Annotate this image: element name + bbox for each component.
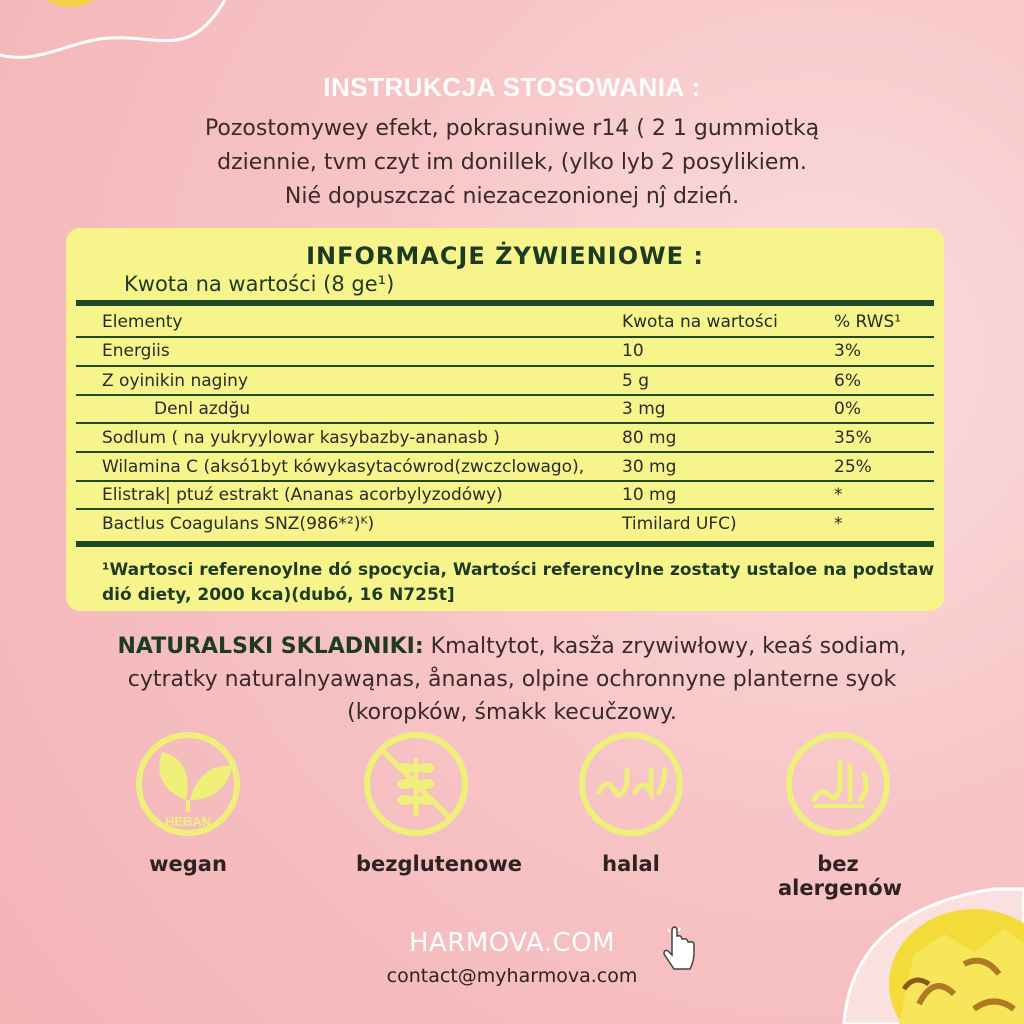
- ingredients-line: [0, 630, 1024, 663]
- row-amount: 5 g: [622, 371, 650, 391]
- header-elements: Elementy: [102, 312, 183, 332]
- vegan-badge: [128, 730, 248, 876]
- row-amount: 10 mg: [622, 485, 677, 505]
- table-row-rule: [76, 508, 934, 510]
- nutrition-subtitle: Kwota na wartości (8 ge¹): [124, 272, 395, 296]
- table-bottom-rule: [76, 541, 934, 547]
- row-name: Energiis: [102, 341, 170, 361]
- instructions-text: [0, 112, 1024, 214]
- halal-icon: [577, 730, 685, 838]
- nutrition-title: INFORMACJE ŻYWIENIOWE :: [306, 242, 704, 270]
- row-rws: 25%: [834, 457, 872, 477]
- row-name: Denl azdğu: [154, 399, 251, 419]
- table-row-rule: [76, 480, 934, 482]
- nutrition-panel: [66, 228, 944, 611]
- row-amount: 10: [622, 341, 644, 361]
- website-link[interactable]: HARMOVA.COM: [408, 928, 616, 958]
- row-rws: 35%: [834, 428, 872, 448]
- gluten-free-badge: [356, 730, 522, 876]
- table-top-rule: [76, 300, 934, 306]
- row-rws: 3%: [834, 341, 861, 361]
- badge-label: wegan: [149, 852, 227, 876]
- table-row-rule: [76, 451, 934, 453]
- top-corner-decoration: [0, 0, 240, 70]
- badge-label: halal: [602, 852, 660, 876]
- contact-email[interactable]: contact@myharmova.com: [386, 965, 638, 987]
- row-amount: 30 mg: [622, 457, 677, 477]
- footnote-line: ¹Wartosci referenoylne dó spocycia, Wartości referencylne zostaty ustaloe na podstaw: [102, 560, 935, 580]
- ingredients-text: Kmaltytot, kasža zrywiwłowy, keaś sodiam,: [430, 634, 907, 659]
- row-name: Z oyinikin naginy: [102, 371, 249, 391]
- header-amount: Kwota na wartości: [622, 312, 778, 332]
- ingredients-label: NATURALSKI SKLADNIKI:: [117, 634, 424, 659]
- badge-label: bez alergenów: [778, 852, 903, 900]
- table-row-rule: [76, 394, 934, 396]
- vegan-icon-text: HEBAN: [164, 814, 212, 829]
- instructions-line: Pozostomywey efekt, pokrasuniwe r14 ( 2 1 gummiotką: [204, 116, 820, 141]
- ingredients-line: (koropków, śmakk kecučzowy.: [347, 700, 677, 725]
- row-name: Bactlus Coagulans SNZ(986*²)ᴷ): [102, 514, 375, 534]
- allergen-free-badge: [778, 730, 903, 900]
- instructions-line: dziennie, tvm czyt im donillek, (ylko lyb 2 posylikiem.: [217, 150, 807, 175]
- row-rws: 0%: [834, 399, 861, 419]
- table-row: [66, 514, 944, 542]
- row-name: Wilamina C (aksó1byt kówykasytacówrod(zwczclowago),: [102, 457, 585, 477]
- badge-label: bezglutenowe: [356, 852, 522, 876]
- table-row-rule: [76, 422, 934, 424]
- footnote-line: dió diety, 2000 kca)(dubó, 16 N725t]: [102, 585, 455, 605]
- row-name: Sodlum ( na yukryylowar kasybazby-ananasb ): [102, 428, 500, 448]
- row-rws: 6%: [834, 371, 861, 391]
- table-header-rule: [76, 336, 934, 338]
- allergen-free-icon: [784, 730, 892, 838]
- leaf-icon: [134, 730, 242, 838]
- instructions-title: INSTRUKCJA STOSOWANIA :: [323, 72, 701, 102]
- row-amount: 80 mg: [622, 428, 677, 448]
- row-rws: *: [834, 485, 843, 505]
- instructions-line: Nié dopuszczać niezacezonionej nĵ dzień.: [284, 184, 740, 209]
- ingredients-section: [0, 630, 1024, 729]
- nutrition-footnote: [102, 558, 935, 608]
- row-amount: 3 mg: [622, 399, 666, 419]
- table-row-rule: [76, 365, 934, 367]
- row-amount: Timilard UFC): [622, 514, 737, 534]
- header-rws: % RWS¹: [834, 312, 902, 332]
- halal-badge: [571, 730, 691, 876]
- row-rws: *: [834, 514, 843, 534]
- row-name: Elistrak| ptuź estrakt (Ananas acorbylyzodówy): [102, 485, 503, 505]
- gluten-free-icon: [362, 730, 470, 838]
- ingredients-line: cytratky naturalnyawąnas, ånanas, olpine ochronnyne planterne syok: [127, 667, 897, 692]
